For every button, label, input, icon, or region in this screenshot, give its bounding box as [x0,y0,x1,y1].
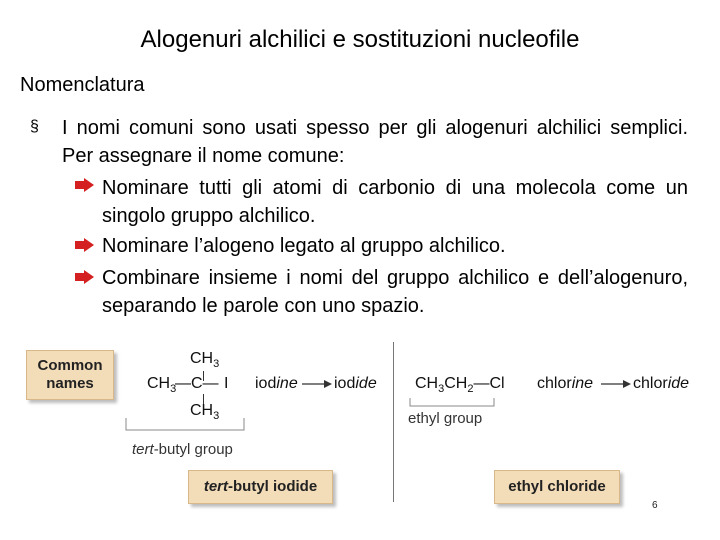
figure-divider [393,342,394,502]
section-subtitle: Nomenclatura [20,74,145,96]
arrow-right-icon [302,377,332,391]
ethyl-bracket [408,396,498,410]
ethyl-chloride-box: ethyl chloride [494,470,620,504]
square-bullet-icon: § [30,118,39,135]
iodine-atom: I [224,375,229,392]
arrow-right-icon [601,377,631,391]
central-carbon: —C— [175,375,219,392]
common-names-box [26,350,114,400]
slide-title: Alogenuri alchilici e sostituzioni nucleofile [140,26,580,53]
box-label-line2: names [46,375,94,392]
iodine-word: iodine [255,375,298,392]
methyl-left: $CH_3$ [147,375,177,396]
methyl-top: $CH_3$ [190,350,220,371]
ethyl-chloride-formula: $CH_3CH_2—Cl$ [415,375,505,396]
tert-butyl-group-label: tert-butyl group [132,441,233,458]
sub-bullet-1: Nominare tutti gli atomi di carbonio di una molecola come un singolo gruppo alchilico. [102,177,688,227]
group-bracket [124,416,248,438]
chloride-word: chloride [633,375,690,392]
iodide-word: iodide [334,375,377,392]
tert-butyl-iodide-box: tert-butyl iodide [188,470,333,504]
arrow-bullet-icon [72,270,94,284]
box-label-line1: Common [37,357,103,374]
sub-bullet-2: Nominare l’alogeno legato al gruppo alchilico. [102,235,506,257]
arrow-bullet-icon [72,238,94,252]
main-bullet-text: I nomi comuni sono usati spesso per gli alogenuri alchilici semplici. Per assegnare il nome comune: [62,117,688,167]
chlorine-word: chlorine [537,375,594,392]
page-number: 6 [652,500,658,511]
methyl-bottom: $CH_3$ [190,402,220,423]
ethyl-group-label: ethyl group [408,410,483,427]
sub-bullet-3: Combinare insieme i nomi del gruppo alchilico e dell’alogenuro, separando le parole con uno spazio. [102,267,688,317]
arrow-bullet-icon [72,178,94,192]
